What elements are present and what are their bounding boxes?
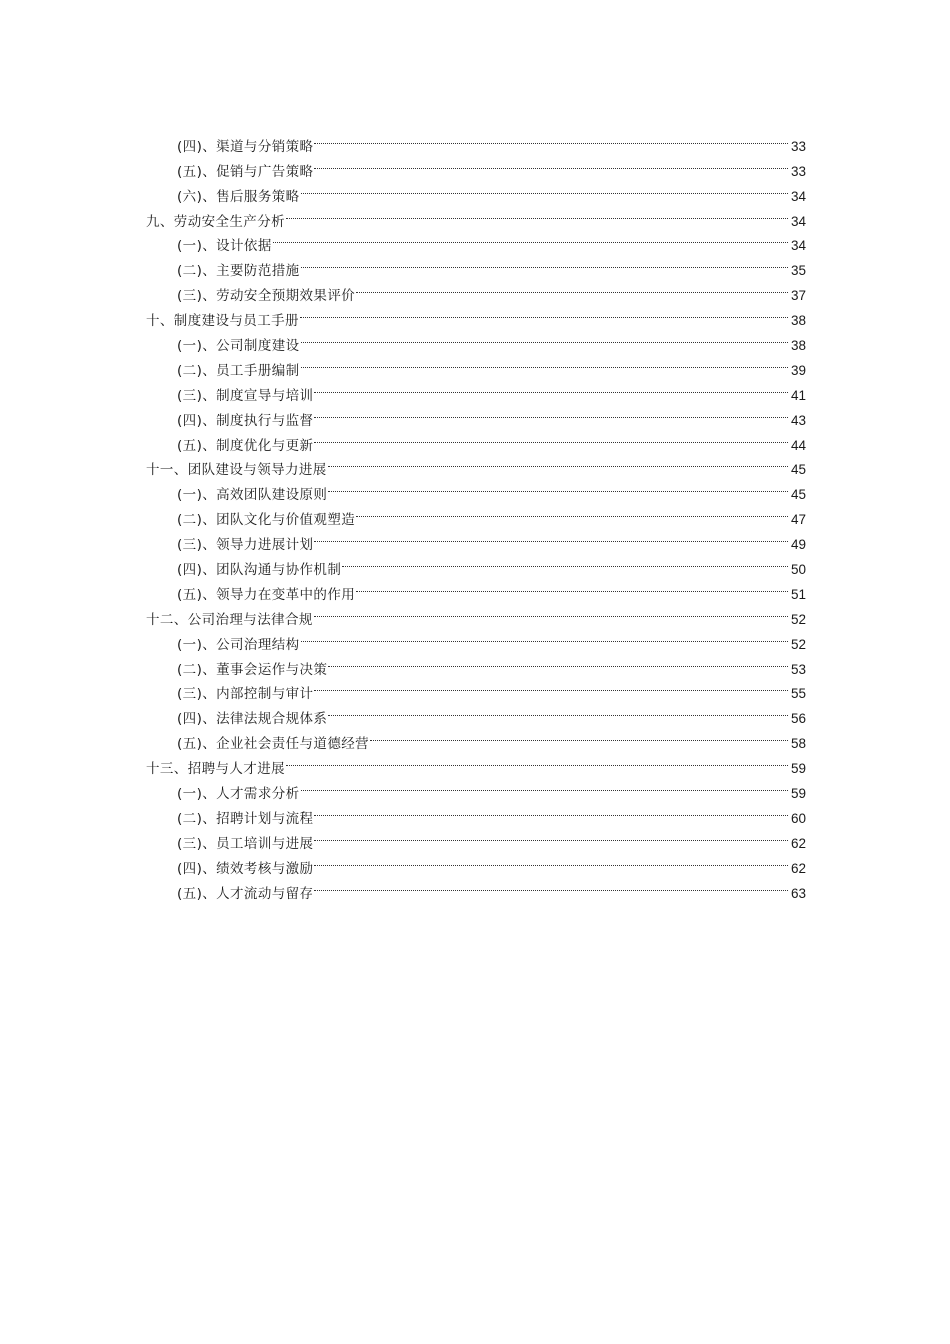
toc-page-number: 44 bbox=[790, 437, 806, 453]
toc-page-number: 45 bbox=[790, 462, 806, 478]
toc-dot-leader bbox=[313, 375, 790, 400]
toc-page-number: 34 bbox=[790, 213, 806, 229]
toc-entry-title: (四)、渠道与分销策略 bbox=[177, 138, 314, 155]
toc-entry-title: (二)、招聘计划与流程 bbox=[177, 810, 314, 827]
toc-page-number: 34 bbox=[790, 188, 806, 204]
table-of-contents bbox=[146, 126, 806, 902]
toc-entry-title: (五)、人才流动与留存 bbox=[177, 885, 314, 902]
toc-dot-leader bbox=[313, 848, 790, 873]
toc-page-number: 62 bbox=[790, 835, 806, 851]
toc-entry-title: (一)、公司制度建设 bbox=[177, 338, 300, 355]
toc-entry-title: (五)、企业社会责任与道德经营 bbox=[177, 736, 370, 753]
toc-page-number: 33 bbox=[790, 163, 806, 179]
toc-dot-leader bbox=[300, 176, 790, 201]
toc-page-number: 39 bbox=[790, 362, 806, 378]
toc-entry-title: (二)、主要防范措施 bbox=[177, 263, 300, 280]
toc-page-number: 38 bbox=[790, 313, 806, 329]
toc-entry-title: (六)、售后服务策略 bbox=[177, 188, 300, 205]
toc-entry-title: (四)、绩效考核与激励 bbox=[177, 860, 314, 877]
toc-dot-leader bbox=[341, 549, 790, 574]
toc-dot-leader bbox=[313, 151, 790, 176]
toc-page-number: 56 bbox=[790, 711, 806, 727]
toc-entry-title: 十二、公司治理与法律合规 bbox=[146, 611, 313, 628]
toc-dot-leader bbox=[299, 300, 790, 325]
toc-entry-title: 十、制度建设与员工手册 bbox=[146, 313, 299, 330]
toc-entry-title: (三)、领导力进展计划 bbox=[177, 537, 314, 554]
toc-page-number: 59 bbox=[790, 786, 806, 802]
toc-page-number: 34 bbox=[790, 238, 806, 254]
toc-page-number: 37 bbox=[790, 288, 806, 304]
toc-entry-title: (三)、制度宣导与培训 bbox=[177, 387, 314, 404]
toc-dot-leader bbox=[313, 524, 790, 549]
toc-entry-title: (五)、促销与广告策略 bbox=[177, 163, 314, 180]
toc-dot-leader bbox=[285, 201, 790, 226]
toc-entry-title: 十一、团队建设与领导力进展 bbox=[146, 462, 327, 479]
toc-dot-leader bbox=[369, 723, 790, 748]
toc-dot-leader bbox=[313, 400, 790, 425]
toc-dot-leader bbox=[285, 748, 790, 773]
toc-entry-title: (一)、高效团队建设原则 bbox=[177, 487, 328, 504]
toc-entry-title: (二)、董事会运作与决策 bbox=[177, 661, 328, 678]
toc-page-number: 59 bbox=[790, 761, 806, 777]
toc-dot-leader bbox=[272, 226, 790, 251]
toc-page-number: 49 bbox=[790, 537, 806, 553]
toc-page-number: 51 bbox=[790, 586, 806, 602]
toc-entry-title: (二)、员工手册编制 bbox=[177, 362, 300, 379]
toc-page-number: 60 bbox=[790, 810, 806, 826]
toc-entry-title: (二)、团队文化与价值观塑造 bbox=[177, 512, 356, 529]
toc-page-number: 55 bbox=[790, 686, 806, 702]
toc-page-number: 35 bbox=[790, 263, 806, 279]
toc-dot-leader bbox=[327, 698, 790, 723]
toc-dot-leader bbox=[313, 873, 790, 898]
toc-dot-leader bbox=[327, 474, 790, 499]
toc-page-number: 52 bbox=[790, 636, 806, 652]
toc-page-number: 50 bbox=[790, 562, 806, 578]
toc-page-number: 43 bbox=[790, 412, 806, 428]
toc-dot-leader bbox=[355, 499, 790, 524]
toc-entry-title: (四)、制度执行与监督 bbox=[177, 412, 314, 429]
toc-page-number: 58 bbox=[790, 736, 806, 752]
toc-dot-leader bbox=[300, 350, 790, 375]
toc-dot-leader bbox=[327, 450, 790, 475]
toc-page-number: 62 bbox=[790, 860, 806, 876]
toc-page-number: 33 bbox=[790, 138, 806, 154]
toc-entry-title: (三)、内部控制与审计 bbox=[177, 686, 314, 703]
toc-entry-title: (五)、制度优化与更新 bbox=[177, 437, 314, 454]
toc-entry-title: (五)、领导力在变革中的作用 bbox=[177, 586, 356, 603]
toc-dot-leader bbox=[313, 126, 790, 151]
toc-page-number: 38 bbox=[790, 338, 806, 354]
toc-entry-title: (一)、设计依据 bbox=[177, 238, 272, 255]
toc-dot-leader bbox=[327, 649, 790, 674]
toc-entry-title: 九、劳动安全生产分析 bbox=[146, 213, 285, 230]
toc-entry-title: (四)、团队沟通与协作机制 bbox=[177, 562, 342, 579]
toc-entry-title: 十三、招聘与人才进展 bbox=[146, 761, 285, 778]
toc-page-number: 47 bbox=[790, 512, 806, 528]
toc-page-number: 45 bbox=[790, 487, 806, 503]
toc-entry-title: (四)、法律法规合规体系 bbox=[177, 711, 328, 728]
toc-dot-leader bbox=[355, 275, 790, 300]
toc-page-number: 53 bbox=[790, 661, 806, 677]
toc-dot-leader bbox=[313, 599, 790, 624]
toc-dot-leader bbox=[313, 823, 790, 848]
toc-dot-leader bbox=[300, 624, 790, 649]
toc-page-number: 63 bbox=[790, 885, 806, 901]
toc-page-number: 41 bbox=[790, 387, 806, 403]
toc-dot-leader bbox=[313, 798, 790, 823]
toc-dot-leader bbox=[313, 674, 790, 699]
toc-dot-leader bbox=[300, 773, 790, 798]
toc-dot-leader bbox=[313, 425, 790, 450]
toc-entry-title: (一)、人才需求分析 bbox=[177, 786, 300, 803]
toc-entry-title: (三)、劳动安全预期效果评价 bbox=[177, 288, 356, 305]
toc-entry-title: (三)、员工培训与进展 bbox=[177, 835, 314, 852]
toc-dot-leader bbox=[355, 574, 790, 599]
toc-page-number: 52 bbox=[790, 611, 806, 627]
toc-section-entry[interactable] bbox=[146, 126, 806, 155]
toc-dot-leader bbox=[300, 250, 790, 275]
toc-entry-title: (一)、公司治理结构 bbox=[177, 636, 300, 653]
toc-dot-leader bbox=[300, 325, 790, 350]
